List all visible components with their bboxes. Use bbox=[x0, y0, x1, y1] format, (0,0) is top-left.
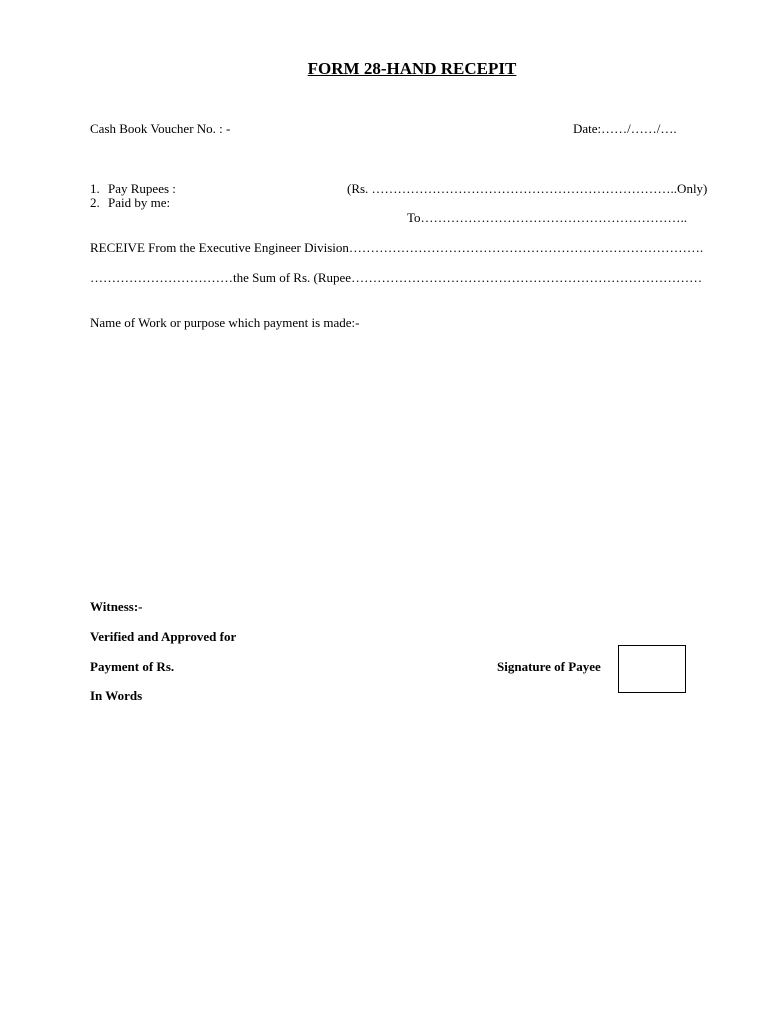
pay-rupees-label: Pay Rupees : bbox=[108, 181, 176, 196]
item-number-1: 1. bbox=[90, 181, 100, 196]
date-label: Date:……/……/…. bbox=[573, 121, 677, 136]
paid-by-me-label: Paid by me: bbox=[108, 195, 171, 210]
voucher-label: Cash Book Voucher No. : - bbox=[90, 121, 231, 136]
payment-label: Payment of Rs. bbox=[90, 659, 175, 674]
form-title: FORM 28-HAND RECEPIT bbox=[307, 59, 517, 78]
in-words-label: In Words bbox=[90, 688, 143, 703]
witness-label: Witness:- bbox=[90, 599, 143, 614]
rs-only-line: (Rs. ……………………………………………………………..Only) bbox=[347, 181, 708, 196]
sum-line: ……………………………the Sum of Rs. (Rupee……………………………………………………………………… bbox=[90, 270, 703, 285]
name-of-work-label: Name of Work or purpose which payment is made:- bbox=[90, 315, 360, 330]
verified-label: Verified and Approved for bbox=[90, 629, 237, 644]
item-number-2: 2. bbox=[90, 195, 100, 210]
to-line: To…………………………………………………….. bbox=[407, 210, 688, 225]
signature-box[interactable] bbox=[618, 645, 686, 693]
signature-label: Signature of Payee bbox=[497, 659, 601, 674]
receive-line: RECEIVE From the Executive Engineer Division………………………………………………………………………. bbox=[90, 240, 704, 255]
